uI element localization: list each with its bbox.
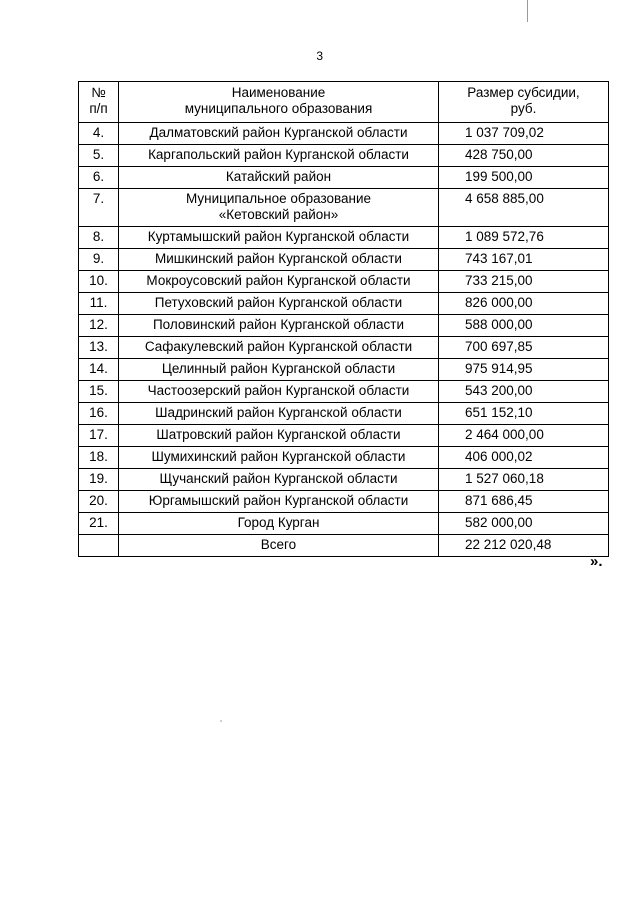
- header-number-line1: №: [91, 85, 106, 100]
- row-municipality: Мокроусовский район Курганской области: [119, 271, 439, 293]
- row-number: 9.: [79, 249, 119, 271]
- row-number: 18.: [79, 447, 119, 469]
- row-amount: 1 527 060,18: [439, 469, 609, 491]
- row-number: 7.: [79, 189, 119, 227]
- closing-quote-mark: ».: [590, 553, 603, 570]
- header-name-line1: Наименование: [231, 85, 326, 100]
- page-number: 3: [316, 49, 324, 63]
- row-amount: 588 000,00: [439, 315, 609, 337]
- table-row: [79, 425, 609, 447]
- row-number: 8.: [79, 227, 119, 249]
- header-amount-line2: руб.: [510, 101, 537, 116]
- table-row: [79, 447, 609, 469]
- row-municipality: Шадринский район Курганской области: [119, 403, 439, 425]
- row-amount: 2 464 000,00: [439, 425, 609, 447]
- row-amount: 199 500,00: [439, 167, 609, 189]
- row-amount: 700 697,85: [439, 337, 609, 359]
- row-municipality: Шатровский район Курганской области: [119, 425, 439, 447]
- row-amount: 975 914,95: [439, 359, 609, 381]
- row-municipality: Город Курган: [119, 513, 439, 535]
- row-number: 13.: [79, 337, 119, 359]
- row-number: 20.: [79, 491, 119, 513]
- row-municipality: Сафакулевский район Курганской области: [119, 337, 439, 359]
- row-number: 21.: [79, 513, 119, 535]
- row-number: 19.: [79, 469, 119, 491]
- row-municipality: Шумихинский район Курганской области: [119, 447, 439, 469]
- row-amount: 1 037 709,02: [439, 123, 609, 145]
- header-number-line2: п/п: [89, 101, 108, 116]
- row-amount: 826 000,00: [439, 293, 609, 315]
- row-amount: 406 000,02: [439, 447, 609, 469]
- row-amount: 543 200,00: [439, 381, 609, 403]
- table-row: [79, 403, 609, 425]
- row-amount: 4 658 885,00: [439, 189, 609, 227]
- row-amount: 428 750,00: [439, 145, 609, 167]
- table-header-row: [79, 82, 609, 123]
- scan-speck: [220, 720, 222, 722]
- header-amount-line1: Размер субсидии,: [467, 85, 580, 100]
- row-municipality: Юргамышский район Курганской области: [119, 491, 439, 513]
- row-municipality: Петуховский район Курганской области: [119, 293, 439, 315]
- row-municipality: Щучанский район Курганской области: [119, 469, 439, 491]
- row-number: 6.: [79, 167, 119, 189]
- row-number: 11.: [79, 293, 119, 315]
- row-number: 12.: [79, 315, 119, 337]
- header-name: [119, 82, 439, 123]
- row-number: 5.: [79, 145, 119, 167]
- table-row: [79, 227, 609, 249]
- table-row: [79, 293, 609, 315]
- row-amount: 582 000,00: [439, 513, 609, 535]
- table-row: [79, 189, 609, 227]
- table-row: [79, 337, 609, 359]
- table-row: [79, 123, 609, 145]
- row-municipality-line2: «Кетовский район»: [218, 207, 339, 222]
- row-amount: 1 089 572,76: [439, 227, 609, 249]
- total-label: Всего: [119, 535, 439, 557]
- row-number: 14.: [79, 359, 119, 381]
- row-number: 15.: [79, 381, 119, 403]
- row-number: 16.: [79, 403, 119, 425]
- row-number: 4.: [79, 123, 119, 145]
- table-row: [79, 249, 609, 271]
- row-municipality: Мишкинский район Курганской области: [119, 249, 439, 271]
- row-municipality: Далматовский район Курганской области: [119, 123, 439, 145]
- row-municipality: Куртамышский район Курганской области: [119, 227, 439, 249]
- table-row: [79, 469, 609, 491]
- row-amount: 733 215,00: [439, 271, 609, 293]
- table-row: [79, 513, 609, 535]
- row-municipality: Катайский район: [119, 167, 439, 189]
- table-row: [79, 491, 609, 513]
- row-amount: 743 167,01: [439, 249, 609, 271]
- row-municipality: [119, 189, 439, 227]
- row-municipality: Каргапольский район Курганской области: [119, 145, 439, 167]
- table-row: [79, 167, 609, 189]
- table-row: [79, 359, 609, 381]
- table-row: [79, 145, 609, 167]
- row-municipality: Половинский район Курганской области: [119, 315, 439, 337]
- header-number: [79, 82, 119, 123]
- row-number: 17.: [79, 425, 119, 447]
- row-municipality: Целинный район Курганской области: [119, 359, 439, 381]
- total-row: [79, 535, 609, 557]
- row-number: 10.: [79, 271, 119, 293]
- header-amount: [439, 82, 609, 123]
- table-row: [79, 315, 609, 337]
- total-amount: 22 212 020,48: [439, 535, 609, 557]
- table-row: [79, 381, 609, 403]
- row-municipality-line1: Муниципальное образование: [185, 191, 372, 206]
- table-row: [79, 271, 609, 293]
- row-municipality: Частоозерский район Курганской области: [119, 381, 439, 403]
- header-name-line2: муниципального образования: [184, 101, 373, 116]
- scan-edge-mark: [527, 0, 528, 22]
- row-amount: 651 152,10: [439, 403, 609, 425]
- row-amount: 871 686,45: [439, 491, 609, 513]
- total-number-cell: [79, 535, 119, 557]
- subsidy-table: [78, 81, 609, 557]
